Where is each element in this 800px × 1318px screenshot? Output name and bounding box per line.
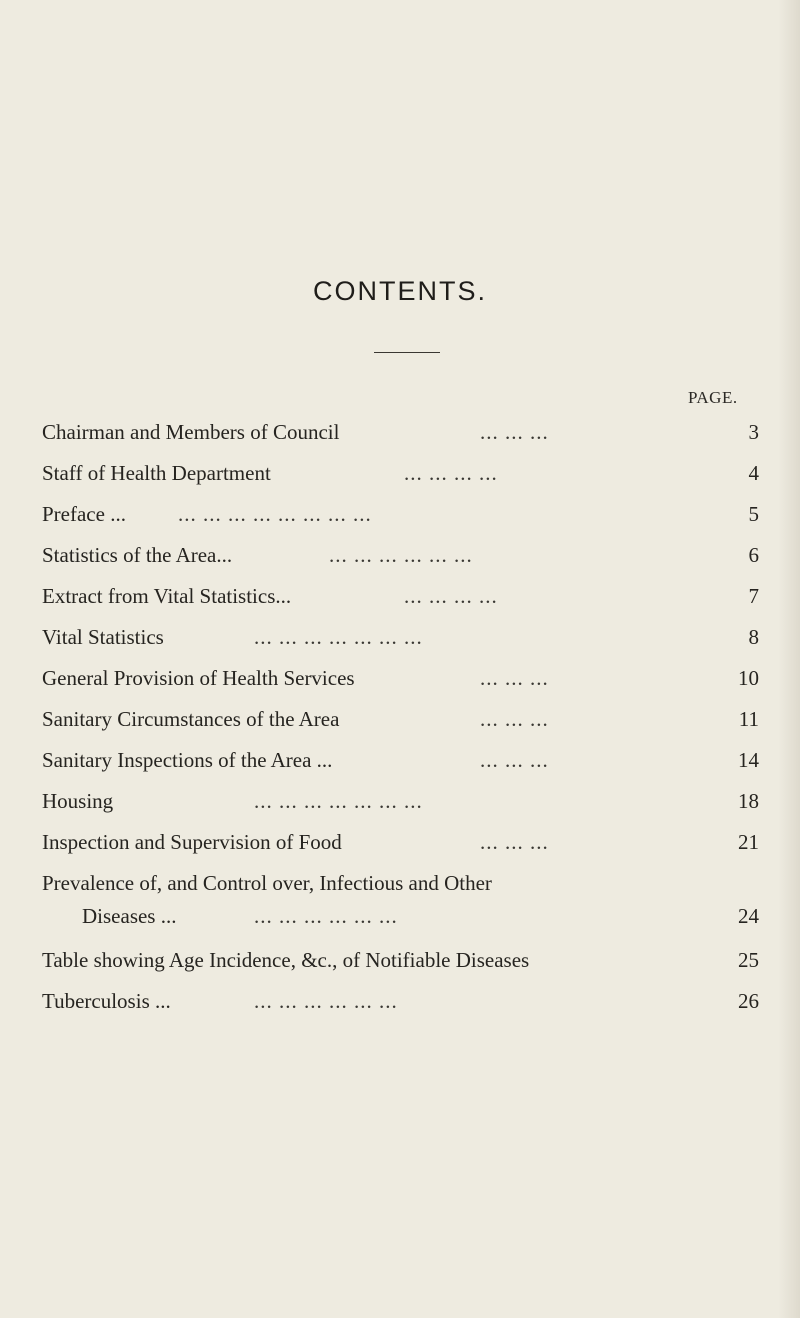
toc-leader-dots: ... ... ... ... ... ... ...: [254, 789, 423, 813]
toc-page-number: 5: [748, 502, 759, 526]
toc-entry-label: Statistics of the Area...: [42, 543, 233, 567]
title-rule: [374, 352, 440, 353]
toc-leader-dots: ... ... ...: [480, 666, 549, 690]
toc-page-number: 24: [738, 904, 759, 928]
toc-entry-label: Preface ...: [42, 502, 126, 526]
toc-entry-label: Chairman and Members of Council: [42, 420, 340, 444]
toc-entry: [42, 699, 762, 740]
toc-leader-dots: ... ... ...: [480, 748, 549, 772]
toc-leader-dots: ... ... ...: [480, 707, 549, 731]
toc-leader-dots: ... ... ... ... ... ... ... ...: [178, 502, 372, 526]
toc-page-number: 8: [748, 625, 759, 649]
toc-entry-label: Housing: [42, 789, 114, 813]
table-of-contents: [42, 412, 762, 1022]
toc-leader-dots: ... ... ... ... ... ...: [254, 989, 398, 1013]
toc-entry: [42, 781, 762, 822]
toc-page-number: 10: [738, 666, 759, 690]
toc-entry-label: Sanitary Circumstances of the Area: [42, 707, 340, 731]
toc-page-number: 18: [738, 789, 759, 813]
toc-page-number: 11: [738, 707, 759, 731]
toc-page-number: 4: [748, 461, 759, 485]
toc-entry-label: Staff of Health Department: [42, 461, 271, 485]
toc-entry-label: Tuberculosis ...: [42, 989, 171, 1013]
toc-entry: [42, 940, 762, 981]
toc-leader-dots: ... ... ... ... ... ... ...: [254, 625, 423, 649]
toc-entry: [42, 863, 762, 940]
toc-entry-label: Vital Statistics: [42, 625, 164, 649]
toc-page-number: 6: [748, 543, 759, 567]
toc-entry: [42, 412, 762, 453]
toc-entry-label: Table showing Age Incidence, &c., of Notifiable Diseases: [42, 948, 530, 972]
toc-leader-dots: ... ... ...: [480, 420, 549, 444]
toc-entry-label: General Provision of Health Services: [42, 666, 355, 690]
page-column-header: PAGE.: [688, 388, 738, 407]
toc-page-number: 21: [738, 830, 759, 854]
toc-leader-dots: ... ... ... ... ... ...: [254, 904, 398, 928]
toc-leader-dots: ... ... ... ...: [404, 461, 498, 485]
toc-page-number: 26: [738, 989, 759, 1013]
toc-entry: [42, 617, 762, 658]
toc-entry: [42, 981, 762, 1022]
toc-entry-label: Sanitary Inspections of the Area ...: [42, 748, 333, 772]
toc-entry-label: Extract from Vital Statistics...: [42, 584, 292, 608]
toc-entry-label: Inspection and Supervision of Food: [42, 830, 342, 854]
toc-page-number: 14: [738, 748, 759, 772]
toc-entry-label-line1: Prevalence of, and Control over, Infectious and Other: [42, 871, 492, 895]
contents-title: CONTENTS.: [312, 276, 487, 306]
toc-entry: [42, 576, 762, 617]
toc-entry-label-line2: Diseases ...: [82, 904, 177, 928]
toc-leader-dots: ... ... ... ... ... ...: [329, 543, 473, 567]
toc-entry: [42, 822, 762, 863]
toc-leader-dots: ... ... ... ...: [404, 584, 498, 608]
page-edge-shadow: [778, 0, 800, 1318]
toc-entry: [42, 658, 762, 699]
toc-entry: [42, 535, 762, 576]
toc-entry: [42, 740, 762, 781]
toc-page-number: 7: [748, 584, 759, 608]
toc-entry: [42, 494, 762, 535]
toc-entry: [42, 453, 762, 494]
toc-page-number: 25: [738, 948, 759, 972]
toc-leader-dots: ... ... ...: [480, 830, 549, 854]
toc-page-number: 3: [748, 420, 759, 444]
